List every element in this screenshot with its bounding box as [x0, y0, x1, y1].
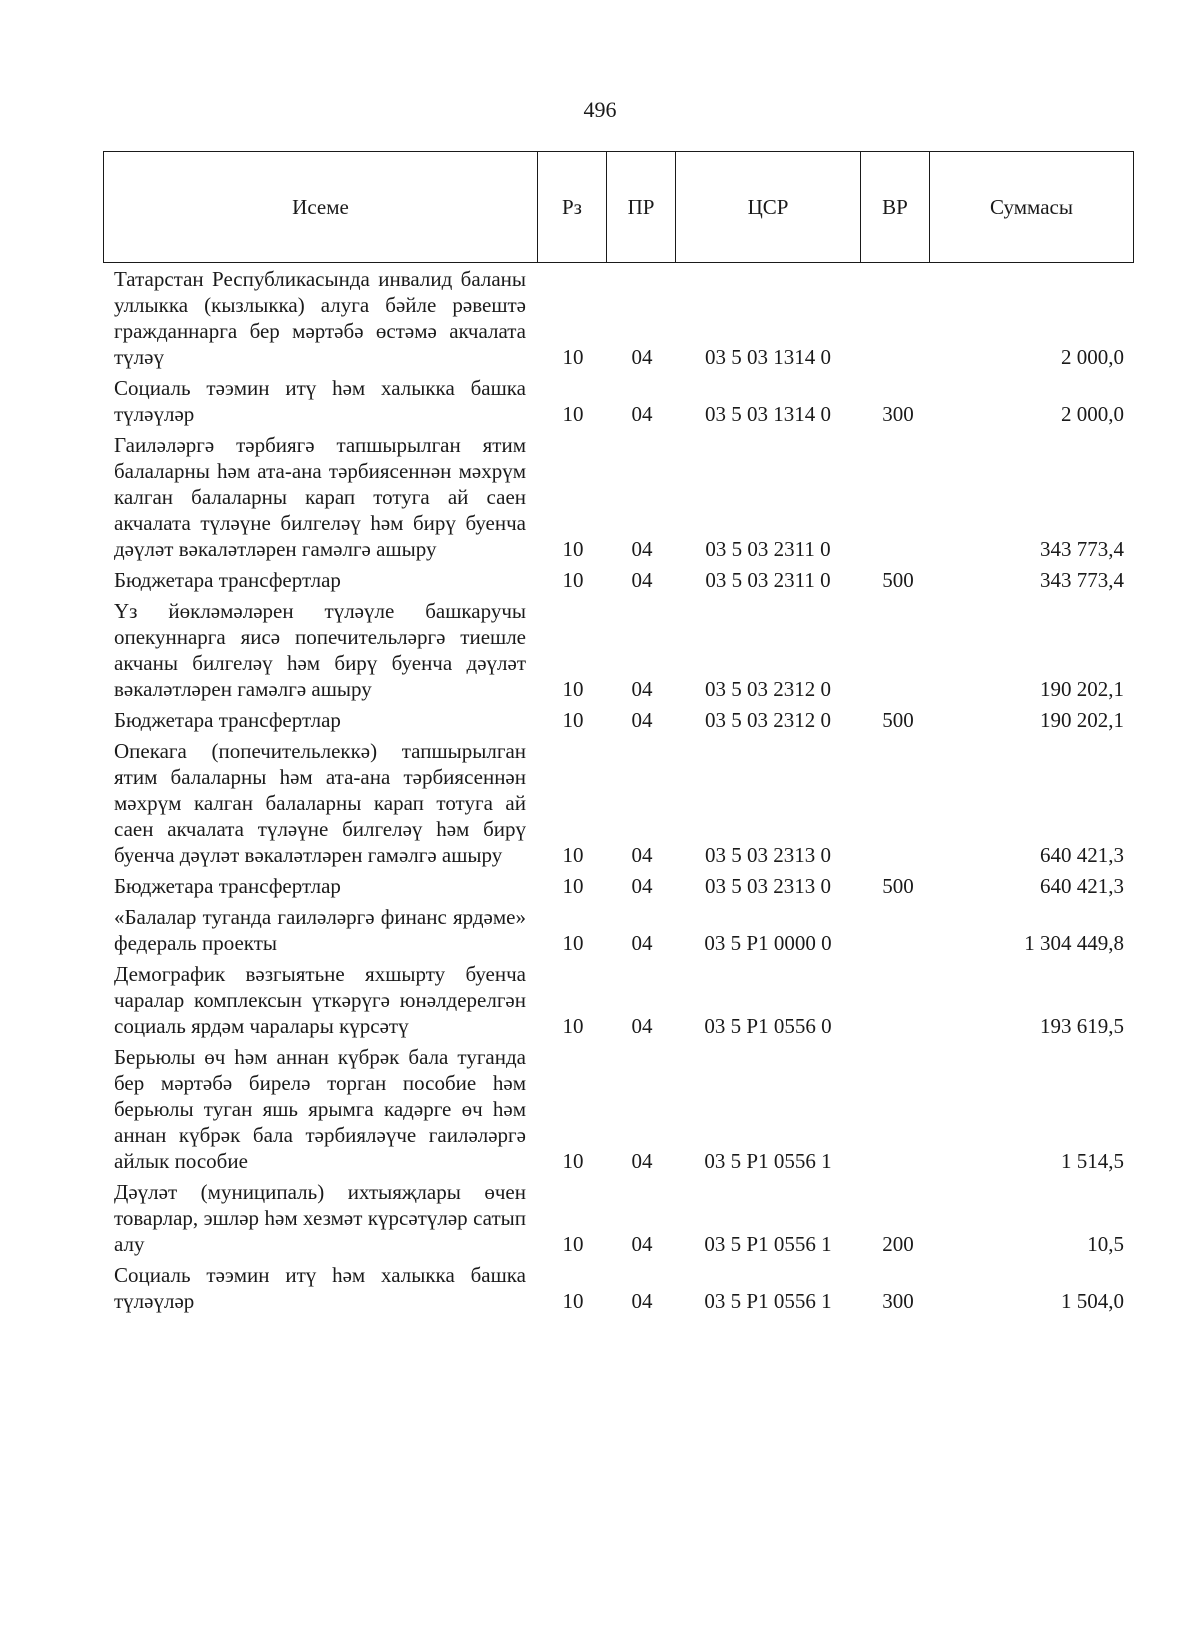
row-sum-value: 1 304 449,8 — [1024, 931, 1124, 955]
row-sum-value: 10,5 — [1087, 1232, 1124, 1256]
column-header-vr: ВР — [861, 152, 930, 262]
row-pr-value: 04 — [631, 677, 653, 701]
row-rz-value: 10 — [562, 1232, 584, 1256]
row-name: Гаиләләргә тәрбиягә тапшырылган ятим балаларны һәм ата-ана тәрбиясеннән мәхрүм калган балаларны карап тотуга ай саен акчалата түләүне билгеләү һәм бирү буенча дәүләт вәкаләтләрен гамәлгә ашыру — [114, 433, 526, 561]
row-csr-value: 03 5 03 2312 0 — [705, 708, 831, 732]
table-row — [0, 707, 1200, 733]
row-name: Бюджетара трансфертлар — [114, 708, 341, 732]
row-csr-value: 03 5 03 2313 0 — [705, 843, 831, 867]
row-sum-value: 2 000,0 — [1061, 402, 1124, 426]
row-sum — [1061, 1148, 1124, 1174]
row-sum — [1061, 401, 1124, 427]
row-sum-value: 343 773,4 — [1040, 537, 1124, 561]
row-sum-value: 2 000,0 — [1061, 345, 1124, 369]
table-row — [0, 904, 1200, 956]
column-header-pr: ПР — [607, 152, 676, 262]
row-name: Социаль тәэмин итү һәм халыкка башка түләүләр — [114, 376, 526, 426]
row-sum-value: 343 773,4 — [1040, 568, 1124, 592]
column-header-sum: Суммасы — [990, 194, 1073, 219]
row-pr-value: 04 — [631, 345, 653, 369]
row-csr-value: 03 5 P1 0556 1 — [704, 1232, 832, 1256]
row-rz-value: 10 — [562, 1149, 584, 1173]
row-name: Татарстан Республикасында инвалид баланы уллыкка (кызлыкка) алуга бәйле рәвештә гражданнарга бер мәртәбә өстәмә акчалата түләү — [114, 267, 526, 369]
table-row — [0, 1179, 1200, 1257]
row-sum-value: 1 504,0 — [1061, 1289, 1124, 1313]
row-vr-value: 500 — [882, 874, 914, 898]
row-rz-value: 10 — [562, 1014, 584, 1038]
row-rz-value: 10 — [562, 874, 584, 898]
row-sum — [1040, 707, 1124, 733]
row-name: Үз йөкләмәләрен түләүле башкаручы опекуннарга яисә попечительләргә тиешле акчаны билгеләү һәм бирү буенча дәүләт вәкаләтләрен гамәлгә ашыру — [114, 599, 526, 701]
row-rz-value: 10 — [562, 677, 584, 701]
row-pr-value: 04 — [631, 1149, 653, 1173]
row-name: Опекага (попечительлеккә) тапшырылган ятим балаларны һәм ата-ана тәрбиясеннән мәхрүм калган балаларны карап тотуга ай саен акчалата түләүне билгеләү һәм бирү буенча дәүләт вәкаләтләрен гамәлгә ашыру — [114, 739, 526, 867]
row-sum — [1024, 930, 1124, 956]
row-sum — [1040, 873, 1124, 899]
table-row — [0, 567, 1200, 593]
row-pr-value: 04 — [631, 402, 653, 426]
row-sum-value: 1 514,5 — [1061, 1149, 1124, 1173]
row-vr-value: 500 — [882, 568, 914, 592]
row-pr-value: 04 — [631, 708, 653, 732]
row-csr-value: 03 5 P1 0556 1 — [704, 1149, 832, 1173]
row-csr-value: 03 5 03 2312 0 — [705, 677, 831, 701]
row-sum — [1040, 842, 1124, 868]
row-csr-value: 03 5 03 2313 0 — [705, 874, 831, 898]
table-row — [0, 738, 1200, 868]
table-row — [0, 961, 1200, 1039]
table-row — [0, 1044, 1200, 1174]
row-rz-value: 10 — [562, 345, 584, 369]
row-vr-value: 500 — [882, 708, 914, 732]
row-sum-value: 640 421,3 — [1040, 843, 1124, 867]
row-name: Социаль тәэмин итү һәм халыкка башка түләүләр — [114, 1263, 526, 1313]
row-rz-value: 10 — [562, 843, 584, 867]
row-csr-value: 03 5 03 2311 0 — [705, 537, 831, 561]
row-rz-value: 10 — [562, 537, 584, 561]
row-vr-value: 200 — [882, 1232, 914, 1256]
table-row — [0, 873, 1200, 899]
row-sum-value: 190 202,1 — [1040, 708, 1124, 732]
row-name: Бюджетара трансфертлар — [114, 874, 341, 898]
table-row — [0, 598, 1200, 702]
row-pr-value: 04 — [631, 1232, 653, 1256]
row-pr-value: 04 — [631, 1014, 653, 1038]
row-csr-value: 03 5 03 2311 0 — [705, 568, 831, 592]
row-sum — [1040, 1013, 1124, 1039]
table-row — [0, 1262, 1200, 1314]
table-row — [0, 432, 1200, 562]
column-header-name: Исеме — [104, 152, 538, 262]
row-name: Берьюлы өч һәм аннан күбрәк бала туганда бер мәртәбә бирелә торган пособие һәм берьюлы туган яшь ярымга кадәрге өч һәм аннан күбрәк бала тәрбияләүче гаиләләргә айлык пособие — [114, 1045, 526, 1173]
row-sum-value: 193 619,5 — [1040, 1014, 1124, 1038]
row-sum — [1061, 1288, 1124, 1314]
row-rz-value: 10 — [562, 568, 584, 592]
table-body — [0, 266, 1200, 1319]
row-csr-value: 03 5 03 1314 0 — [705, 345, 831, 369]
column-header-rz: Рз — [538, 152, 607, 262]
row-sum — [1061, 344, 1124, 370]
row-csr-value: 03 5 P1 0000 0 — [704, 931, 832, 955]
row-rz-value: 10 — [562, 1289, 584, 1313]
row-csr-value: 03 5 P1 0556 0 — [704, 1014, 832, 1038]
row-sum-value: 640 421,3 — [1040, 874, 1124, 898]
row-name: «Балалар туганда гаиләләргә финанс ярдәме» федераль проекты — [114, 905, 526, 955]
row-pr-value: 04 — [631, 843, 653, 867]
row-rz-value: 10 — [562, 931, 584, 955]
row-sum — [1040, 567, 1124, 593]
row-pr-value: 04 — [631, 931, 653, 955]
table-row — [0, 375, 1200, 427]
row-sum — [1040, 536, 1124, 562]
row-vr-value: 300 — [882, 1289, 914, 1313]
row-sum — [1087, 1231, 1124, 1257]
row-csr-value: 03 5 03 1314 0 — [705, 402, 831, 426]
row-name: Дәүләт (муниципаль) ихтыяҗлары өчен товарлар, эшләр һәм хезмәт күрсәтүләр сатып алу — [114, 1180, 526, 1256]
row-pr-value: 04 — [631, 1289, 653, 1313]
table-header — [103, 151, 1134, 263]
row-pr-value: 04 — [631, 537, 653, 561]
row-sum-value: 190 202,1 — [1040, 677, 1124, 701]
page-number: 496 — [583, 97, 617, 122]
column-header-csr: ЦСР — [676, 152, 861, 262]
row-sum — [1040, 676, 1124, 702]
row-name: Демографик вәзгыятьне яхшырту буенча чаралар комплексын үткәрүгә юнәлдерелгән социаль ярдәм чаралары күрсәтү — [114, 962, 526, 1038]
row-csr-value: 03 5 P1 0556 1 — [704, 1289, 832, 1313]
row-pr-value: 04 — [631, 568, 653, 592]
row-name: Бюджетара трансфертлар — [114, 568, 341, 592]
row-rz-value: 10 — [562, 708, 584, 732]
table-row — [0, 266, 1200, 370]
row-vr-value: 300 — [882, 402, 914, 426]
row-pr-value: 04 — [631, 874, 653, 898]
row-rz-value: 10 — [562, 402, 584, 426]
